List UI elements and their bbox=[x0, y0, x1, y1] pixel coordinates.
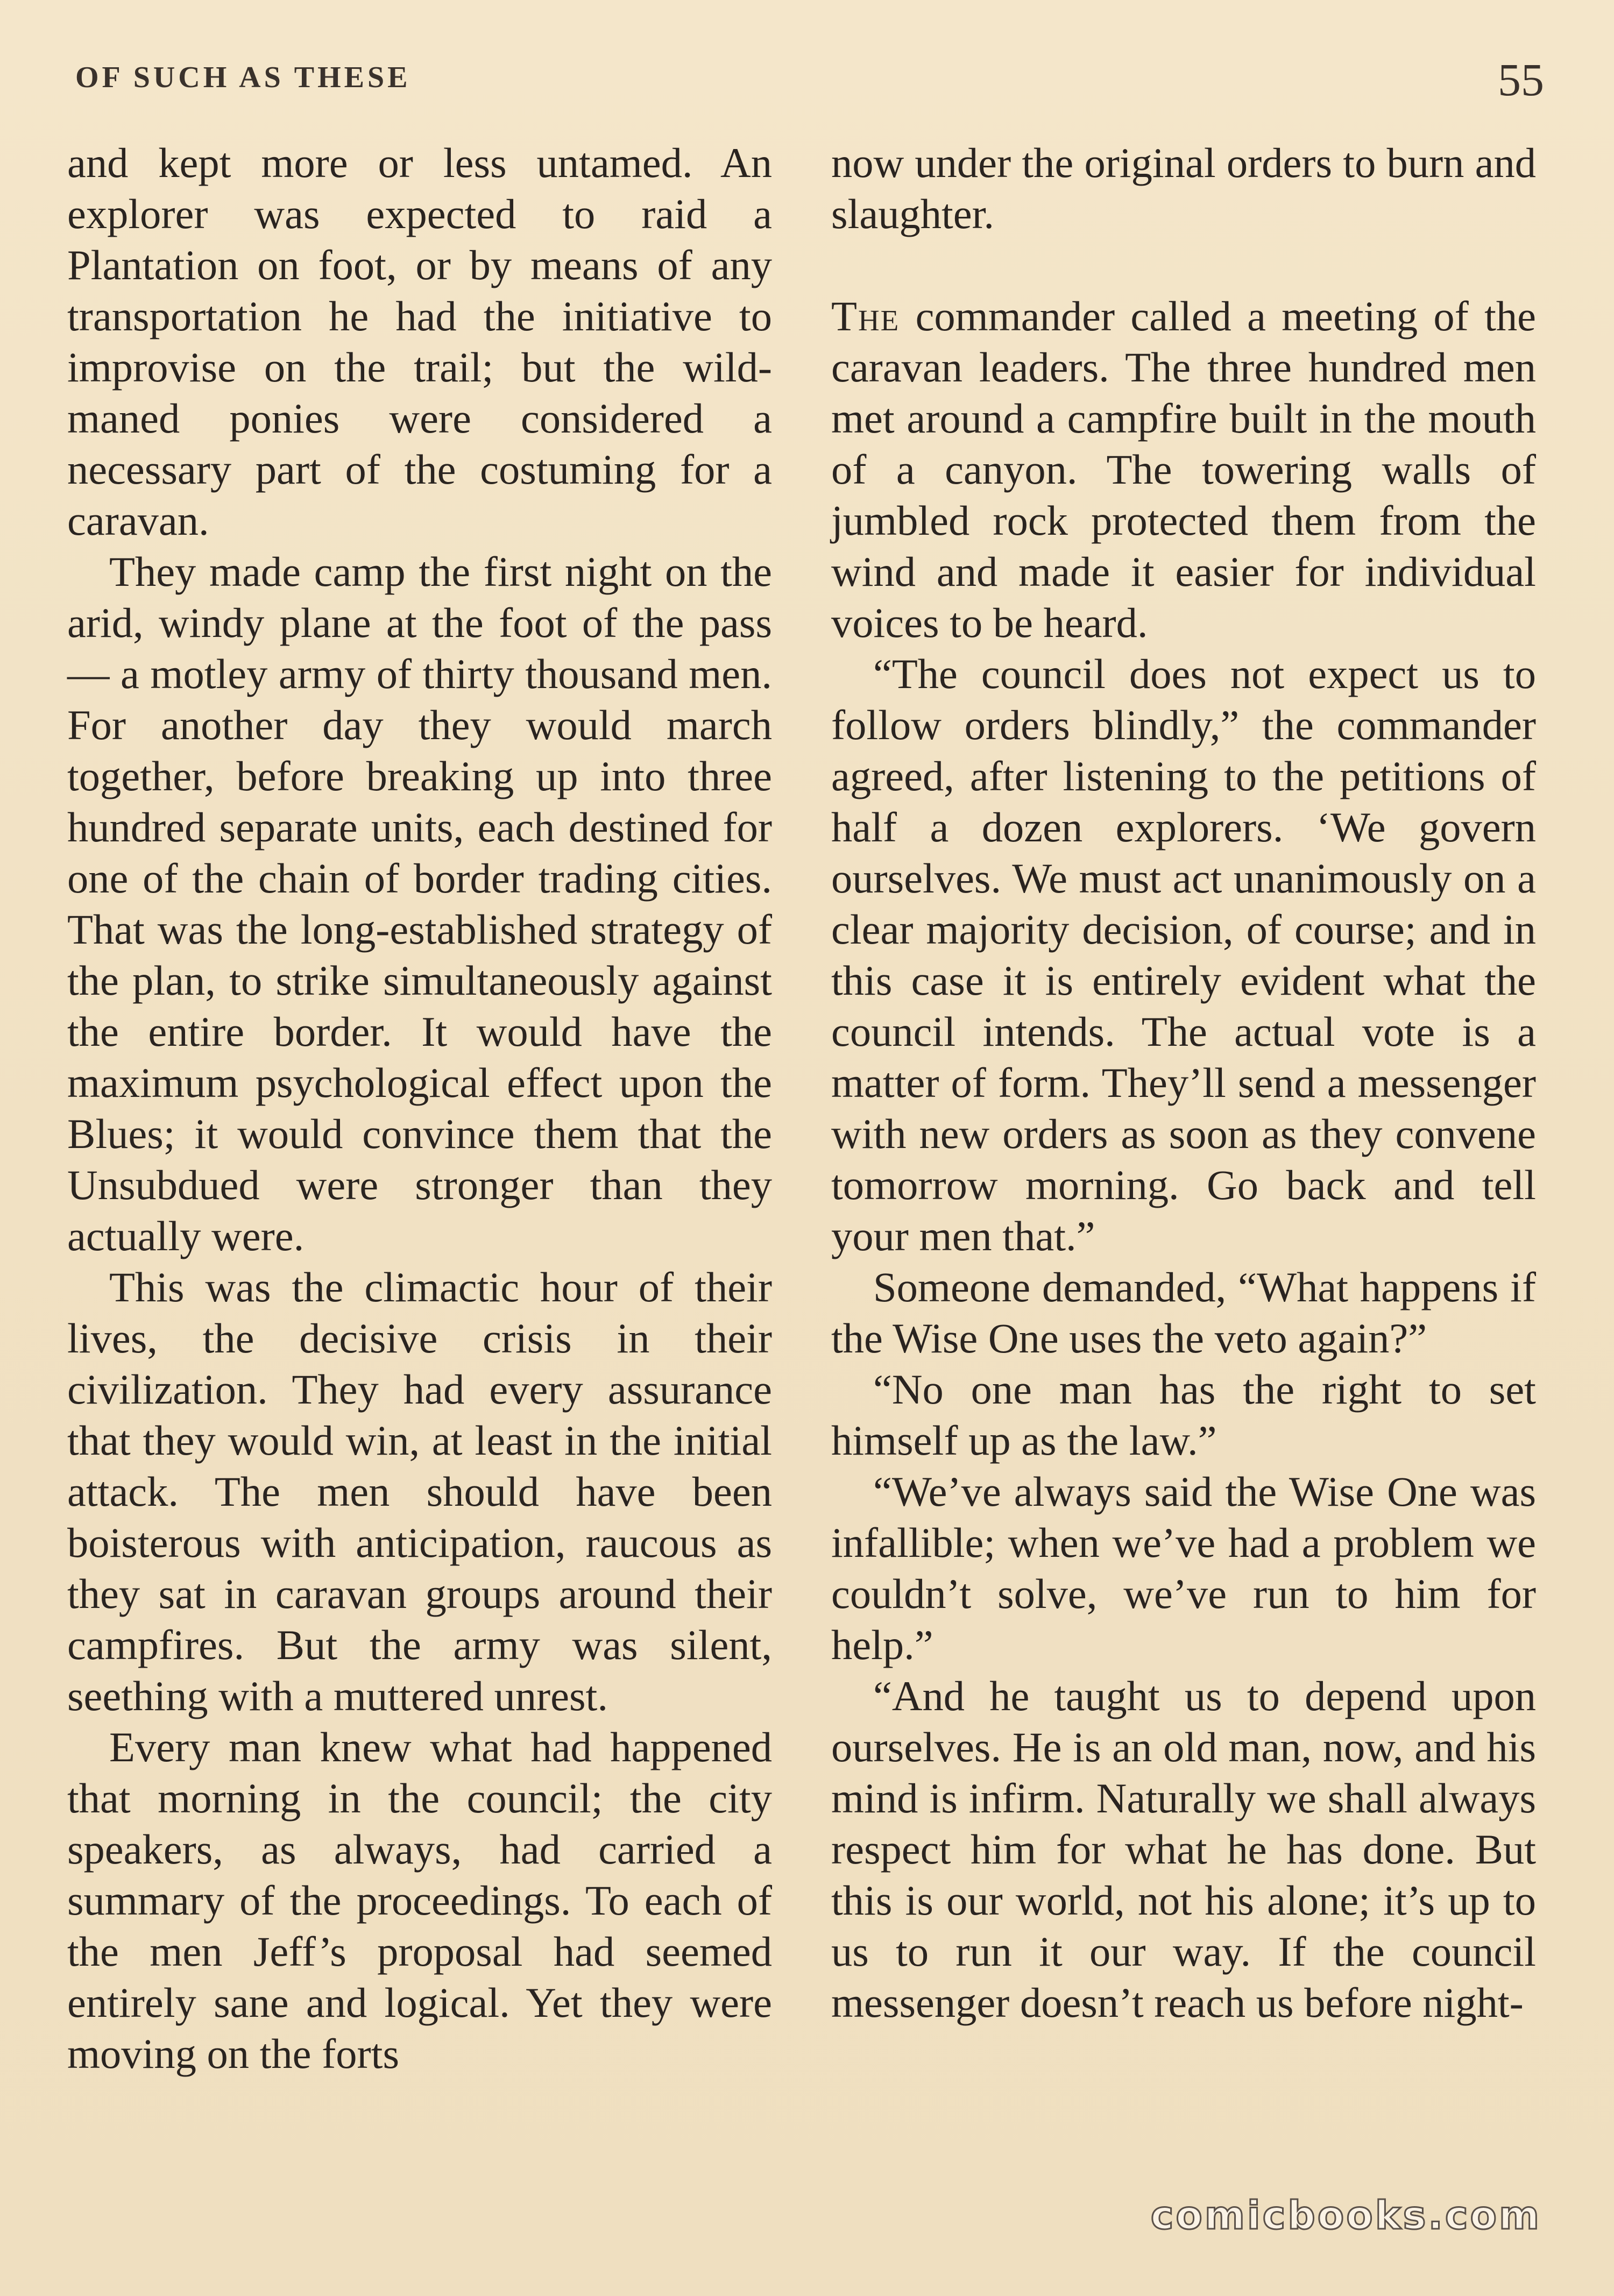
right-paragraph-6: “We’ve always said the Wise One was infallible; when we’ve had a problem we couldn’t solve, we’ve run to him for help.” bbox=[831, 1468, 1536, 1668]
section-lead-word: The bbox=[831, 293, 900, 339]
right-paragraph-3: “The council does not expect us to follow orders blindly,” the commander agreed, after listening to the petitions of half a dozen explorers. ‘We govern ourselves. We must act unanimously on a clear majority decision, of course; and in this case it is entirely evident what the council intends. The actual vote is a matter of form. They’ll send a messenger with new orders as soon as they convene tomorrow morning. Go back and tell your men that.” bbox=[831, 650, 1536, 1259]
running-title: OF SUCH AS THESE bbox=[75, 61, 411, 94]
right-paragraph-4: Someone demanded, “What happens if the Wise One uses the veto again?” bbox=[831, 1264, 1536, 1362]
section-lead-text: commander called a meeting of the caravan leaders. The three hundred men met around a campfire built in the mouth of a canyon. The towering walls of jumbled rock protected them from the wind and made it easier for individual voices to be heard. bbox=[831, 293, 1536, 646]
left-paragraph-2: They made camp the first night on the arid, windy plane at the foot of the pass — a motley army of thirty thousand men. For another day they would march together, before breaking up into three hundred separate units, each destined for one of the chain of border trading cities. That was the long-established strategy of the plan, to strike simultaneously against the entire border. It would have the maximum psychological effect upon the Blues; it would convince them that the Unsubdued were stronger than they actually were. bbox=[67, 548, 772, 1259]
site-watermark: comicbooks.com bbox=[1150, 2193, 1541, 2238]
right-paragraph-5: “No one man has the right to set himself up as the law.” bbox=[831, 1366, 1536, 1464]
left-paragraph-1: and kept more or less untamed. An explorer was expected to raid a Plantation on foot, or by means of any transportation he had the initiative to improvise on the trail; but the wild-maned ponies were considered a necessary part of the costuming for a caravan. bbox=[67, 139, 772, 544]
page-number: 55 bbox=[1498, 54, 1544, 105]
right-column bbox=[831, 137, 1536, 2028]
left-paragraph-3: This was the climactic hour of their lives, the decisive crisis in their civilization. They had every assurance that they would win, at least in the initial attack. The men should have been boisterous with anticipation, raucous as they sat in caravan groups around their campfires. But the army was silent, seething with a muttered unrest. bbox=[67, 1264, 772, 1719]
right-paragraph-2 bbox=[831, 290, 1536, 648]
left-column bbox=[67, 137, 772, 2079]
left-paragraph-4: Every man knew what had happened that morning in the council; the city speakers, as always, had carried a summary of the proceedings. To each of the men Jeff’s proposal had seemed entirely sane and logical. Yet they were moving on the forts bbox=[67, 1724, 772, 2077]
right-paragraph-7: “And he taught us to depend upon ourselves. He is an old man, now, and his mind is infirm. Naturally we shall always respect him for what he has done. But this is our world, not his alone; it’s up to us to run it our way. If the council messenger doesn’t reach us before night- bbox=[831, 1673, 1536, 2026]
right-paragraph-1: now under the original orders to burn and slaughter. bbox=[831, 139, 1536, 237]
